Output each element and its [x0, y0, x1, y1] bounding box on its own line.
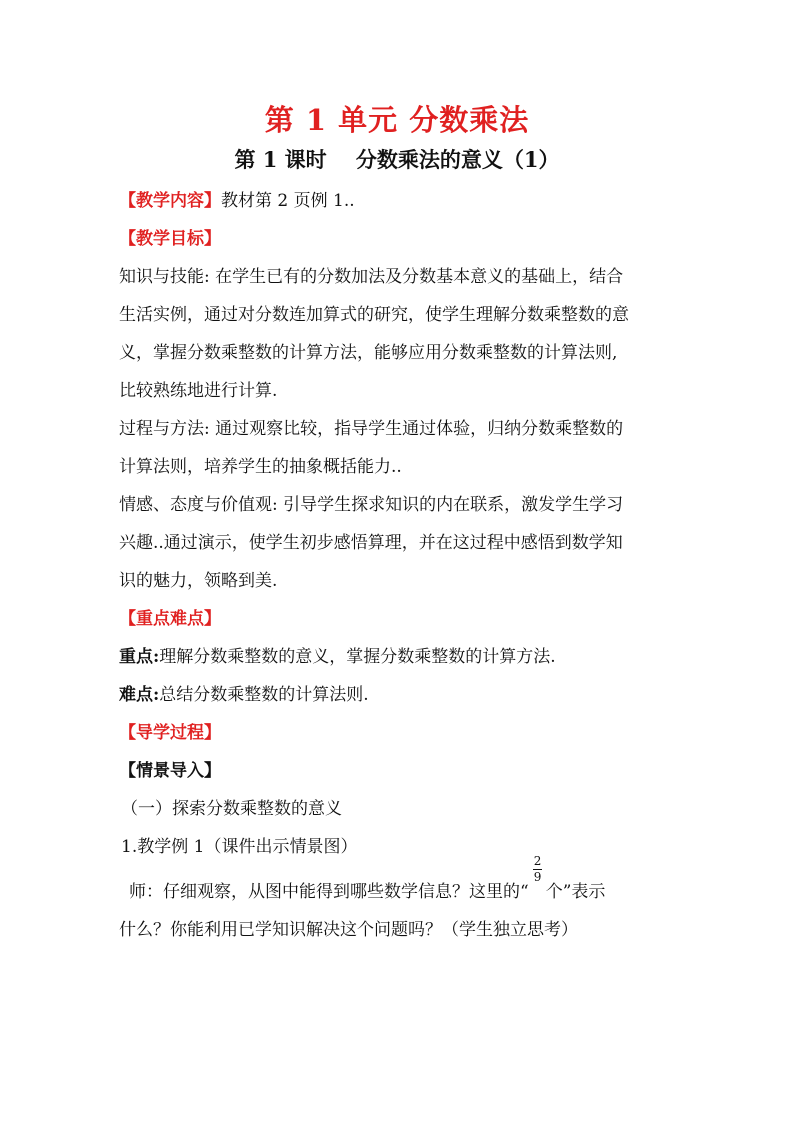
- key-point-row: [119, 642, 679, 673]
- teacher-line-start: 师：仔细观察，从图中能得到哪些数学信息？这里的“: [129, 882, 529, 902]
- example-line: 1.教学例 1（课件出示情景图）: [121, 837, 358, 857]
- emotion-line-2: 兴趣..通过演示，使学生初步感悟算理，并在这过程中感悟到数学知: [119, 533, 623, 553]
- guide-heading: 【导学过程】: [119, 723, 221, 743]
- fraction-numerator: 2: [533, 854, 542, 868]
- unit-title: 第 1 单元 分数乘法: [264, 103, 530, 137]
- teaching-content-heading: 【教学内容】: [119, 191, 221, 211]
- fraction-two-ninths: [529, 854, 546, 908]
- objectives-heading: 【教学目标】: [119, 229, 221, 249]
- knowledge-line-1: 知识与技能: 在学生已有的分数加法及分数基本意义的基础上，结合: [119, 267, 624, 287]
- key-point-text: 理解分数乘整数的意义，掌握分数乘整数的计算方法.: [159, 647, 556, 667]
- key-point-label: 重点:: [119, 647, 160, 667]
- scene-heading: 【情景导入】: [119, 761, 221, 781]
- fraction-denominator: 9: [533, 870, 542, 884]
- knowledge-line-2: 生活实例，通过对分数连加算式的研究，使学生理解分数乘整数的意: [119, 305, 629, 325]
- teaching-content-row: [119, 186, 679, 217]
- knowledge-line-3: 义，掌握分数乘整数的计算方法，能够应用分数乘整数的计算法则,: [119, 343, 618, 363]
- key-points-heading: 【重点难点】: [119, 609, 221, 629]
- knowledge-line-4: 比较熟练地进行计算.: [119, 381, 278, 401]
- difficulty-label: 难点:: [119, 685, 160, 705]
- difficulty-row: [119, 680, 679, 711]
- section-one-title: （一）探索分数乘整数的意义: [121, 799, 342, 819]
- emotion-line-1: 情感、态度与价值观: 引导学生探求知识的内在联系，激发学生学习: [119, 495, 624, 515]
- teacher-line-1: [119, 854, 679, 908]
- process-line-2: 计算法则，培养学生的抽象概括能力..: [119, 457, 402, 477]
- teacher-line-end: 个”表示: [545, 882, 606, 902]
- process-line-1: 过程与方法: 通过观察比较，指导学生通过体验，归纳分数乘整数的: [119, 419, 624, 439]
- difficulty-text: 总结分数乘整数的计算法则.: [159, 685, 369, 705]
- teacher-line-2: 什么？你能利用已学知识解决这个问题吗？（学生独立思考）: [119, 920, 578, 940]
- lesson-content: [119, 186, 679, 953]
- teaching-content-text: 教材第 2 页例 1..: [221, 191, 355, 211]
- lesson-title: 第 1 课时 分数乘法的意义（1）: [234, 147, 560, 172]
- emotion-line-3: 识的魅力，领略到美.: [119, 571, 278, 591]
